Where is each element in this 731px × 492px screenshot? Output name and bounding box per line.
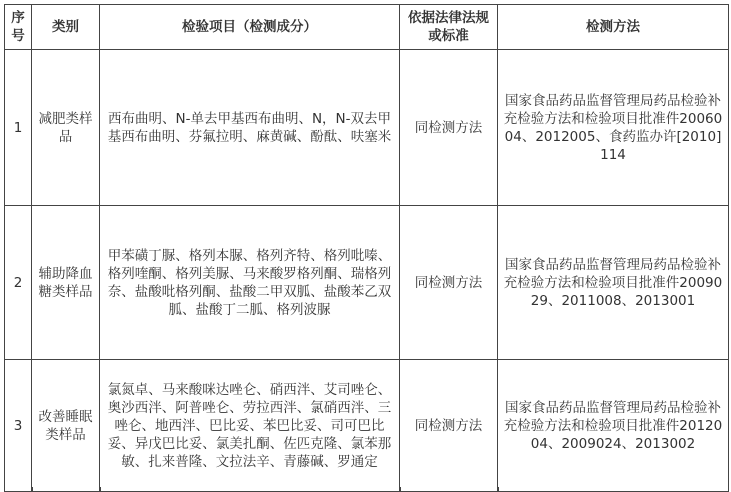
next-row-edge — [4, 487, 729, 491]
row-basis: 同检测方法 — [400, 50, 498, 206]
header-method: 检测方法 — [498, 5, 729, 50]
header-category: 类别 — [32, 5, 100, 50]
row-index: 3 — [5, 360, 32, 492]
header-basis: 依据法律法规或标准 — [400, 5, 498, 50]
row-category: 改善睡眠类样品 — [32, 360, 100, 492]
row-index: 1 — [5, 50, 32, 206]
row-method: 国家食品药品监督管理局药品检验补充检验方法和检验项目批准件2006004、2012005、食药监办许[2010]114 — [498, 50, 729, 206]
row-items: 甲苯磺丁脲、格列本脲、格列齐特、格列吡嗪、格列喹酮、格列美脲、马来酸罗格列酮、瑞格列奈、盐酸吡格列酮、盐酸二甲双胍、盐酸苯乙双胍、盐酸丁二胍、格列波脲 — [100, 206, 400, 360]
table-row — [5, 50, 729, 206]
inspection-table — [4, 4, 729, 492]
table-row — [5, 360, 729, 492]
row-basis: 同检测方法 — [400, 360, 498, 492]
header-items: 检验项目（检测成分） — [100, 5, 400, 50]
row-category: 减肥类样品 — [32, 50, 100, 206]
row-category: 辅助降血糖类样品 — [32, 206, 100, 360]
row-method: 国家食品药品监督管理局药品检验补充检验方法和检验项目批准件2009029、2011008、2013001 — [498, 206, 729, 360]
header-index: 序号 — [5, 5, 32, 50]
row-basis: 同检测方法 — [400, 206, 498, 360]
header-row — [5, 5, 729, 50]
row-items: 氯氮卓、马来酸咪达唑仑、硝西泮、艾司唑仑、奥沙西泮、阿普唑仑、劳拉西泮、氯硝西泮、三唑仑、地西泮、巴比妥、苯巴比妥、司可巴比妥、异戊巴比妥、氯美扎酮、佐匹克隆、氯苯那敏、扎来普隆、文拉法辛、青藤碱、罗通定 — [100, 360, 400, 492]
row-method: 国家食品药品监督管理局药品检验补充检验方法和检验项目批准件2012004、2009024、2013002 — [498, 360, 729, 492]
table-row — [5, 206, 729, 360]
row-items: 西布曲明、N-单去甲基西布曲明、N，N-双去甲基西布曲明、芬氟拉明、麻黄碱、酚酞、呋塞米 — [100, 50, 400, 206]
row-index: 2 — [5, 206, 32, 360]
